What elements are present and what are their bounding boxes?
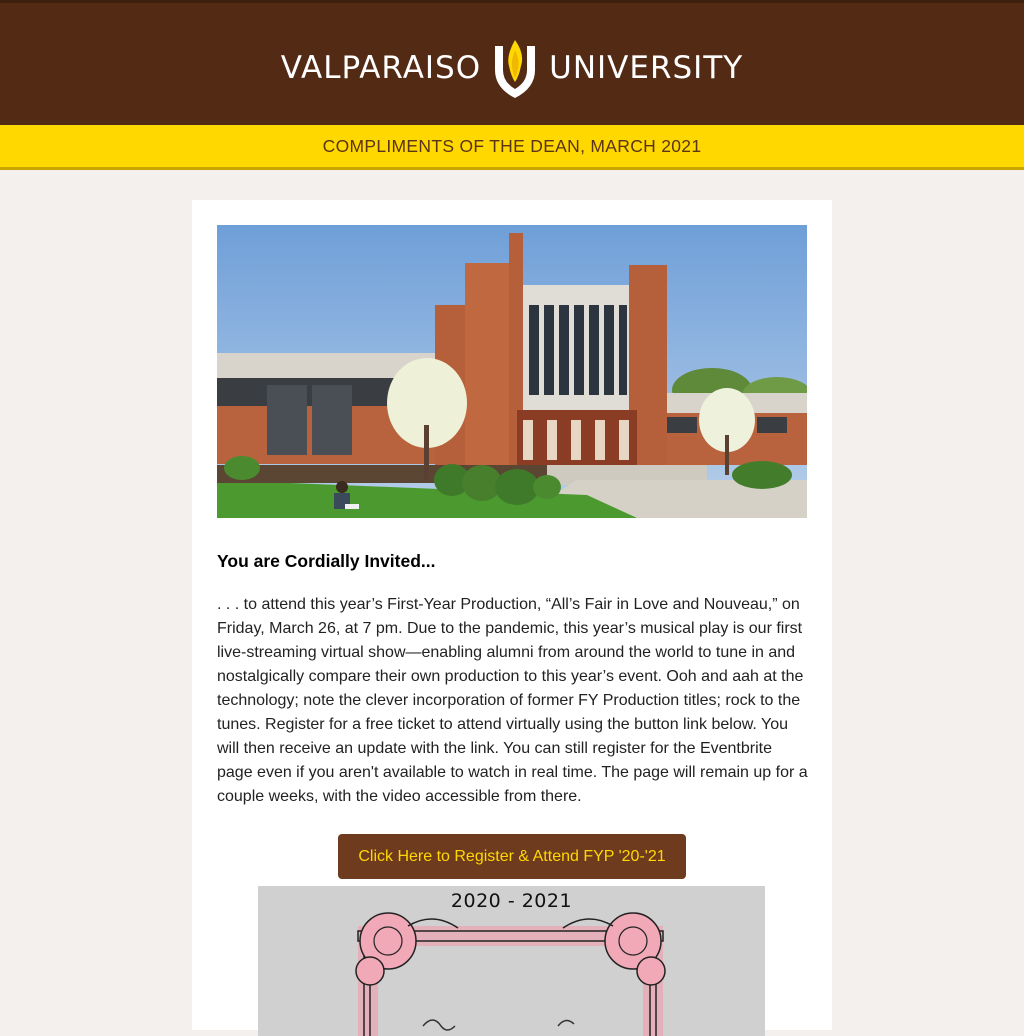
ribbon-text: COMPLIMENTS OF THE DEAN, MARCH 2021 bbox=[322, 135, 702, 156]
ornate-frame-graphic bbox=[258, 886, 765, 1036]
content-card bbox=[192, 200, 832, 1030]
article-headline: You are Cordially Invited... bbox=[217, 551, 436, 571]
university-logo[interactable] bbox=[0, 33, 1024, 103]
issue-ribbon bbox=[0, 125, 1024, 170]
email-header bbox=[0, 0, 1024, 125]
article-body: . . . to attend this year’s First-Year Production, “All’s Fair in Love and Nouveau,” on Friday, March 26, at 7 pm. Due to the pandemic, this year’s musical play is our first live-streaming virtual show—enabling alumni from around the world to tune in and nostalgically compare their own production to this year’s event. Ooh and aah at the technology; note the clever incorporation of former FY Production titles; rock to the tunes. Register for a free ticket to attend virtually using the button link below. You will then receive an update with the link. You can still register for the Eventbrite page even if you aren't available to watch in real time. The page will remain up for a couple weeks, with the video accessible from there. bbox=[217, 596, 808, 805]
poster-image bbox=[258, 886, 765, 1036]
poster-year: 2020 - 2021 bbox=[450, 890, 573, 912]
register-button[interactable]: Click Here to Register & Attend FYP '20-'21 bbox=[338, 834, 686, 879]
hero-image bbox=[217, 225, 807, 518]
brand-left-text: VALPARAISO bbox=[280, 49, 482, 86]
torch-shield-icon bbox=[491, 36, 539, 100]
brand-right-text: UNIVERSITY bbox=[549, 49, 744, 86]
